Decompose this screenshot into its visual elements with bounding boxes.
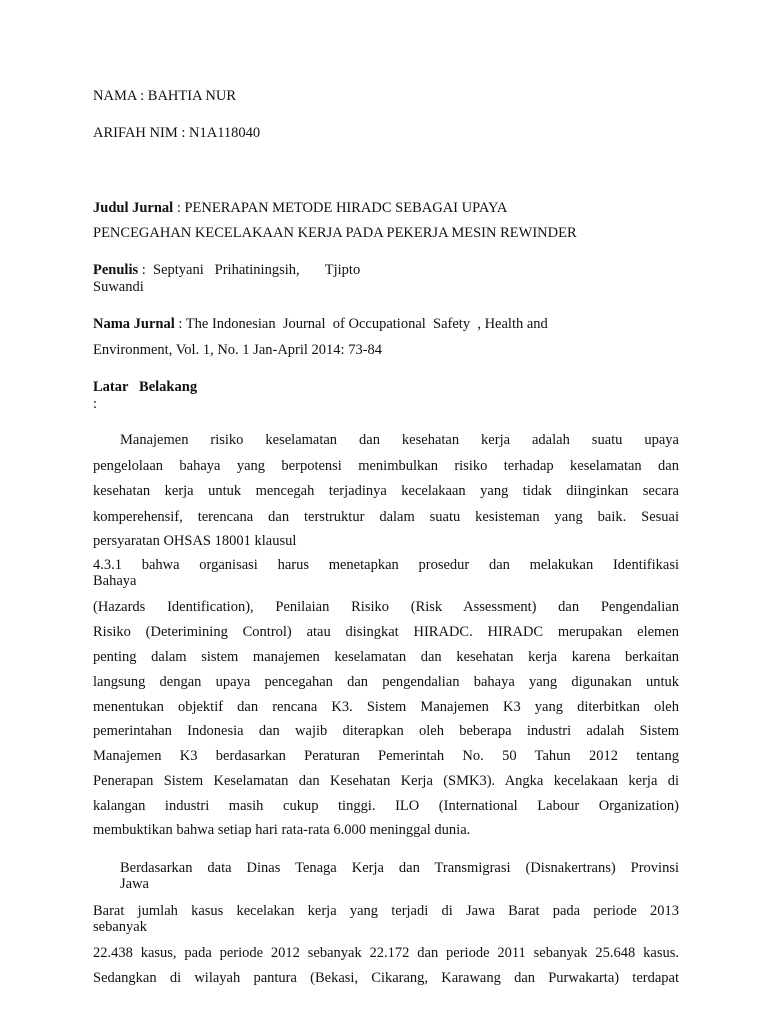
- paragraph-2-line: Berdasarkan data Dinas Tenaga Kerja dan Transmigrasi (Disnakertrans) Provinsi: [120, 860, 679, 876]
- journal-title-line-2: PENCEGAHAN KECELAKAAN KERJA PADA PEKERJA MESIN REWINDER: [93, 225, 577, 241]
- author-line-2: Suwandi: [93, 279, 144, 295]
- author-text: : Septyani Prihatiningsih, Tjipto: [138, 262, 361, 278]
- paragraph-1-line: penting dalam sistem manajemen keselamatan dan kesehatan kerja karena berkaitan: [93, 649, 679, 665]
- paragraph-1-line: menentukan objektif dan rencana K3. Sistem Manajemen K3 yang diterbitkan oleh: [93, 699, 679, 715]
- paragraph-1-line: Bahaya: [93, 573, 137, 589]
- paragraph-1-line: (Hazards Identification), Penilaian Risiko (Risk Assessment) dan Pengendalian: [93, 599, 679, 615]
- paragraph-1-line: Manajemen risiko keselamatan dan kesehatan kerja adalah suatu upaya: [120, 432, 679, 448]
- paragraph-1-line: 4.3.1 bahwa organisasi harus menetapkan prosedur dan melakukan Identifikasi: [93, 557, 679, 573]
- paragraph-2-line: sebanyak: [93, 919, 147, 935]
- journal-title-label: Judul Jurnal: [93, 200, 174, 216]
- background-heading-label: Latar Belakang: [93, 379, 198, 395]
- paragraph-1-line: persyaratan OHSAS 18001 klausul: [93, 533, 297, 549]
- background-heading: [93, 379, 679, 396]
- paragraph-1-line: langsung dengan upaya pencegahan dan pengendalian bahaya yang digunakan untuk: [93, 674, 679, 690]
- author-line-1: [93, 262, 679, 279]
- paragraph-1-line: membuktikan bahwa setiap hari rata-rata 6.000 meninggal dunia.: [93, 822, 471, 838]
- paragraph-1-line: kesehatan kerja untuk mencegah terjadinya kecelakaan yang tidak diinginkan secara: [93, 483, 679, 499]
- paragraph-1-line: Penerapan Sistem Keselamatan dan Kesehatan Kerja (SMK3). Angka kecelakaan kerja di: [93, 773, 679, 789]
- background-heading-colon: :: [93, 396, 98, 412]
- student-name: NAMA : BAHTIA NUR: [93, 88, 236, 104]
- paragraph-2-line: Jawa: [120, 876, 149, 892]
- paragraph-1-line: pengelolaan bahaya yang berpotensi menimbulkan risiko terhadap keselamatan dan: [93, 458, 679, 474]
- paragraph-2-line: Barat jumlah kasus kecelakan kerja yang terjadi di Jawa Barat pada periode 2013: [93, 903, 679, 919]
- student-nim: ARIFAH NIM : N1A118040: [93, 125, 261, 141]
- author-label: Penulis: [93, 262, 139, 278]
- paragraph-1-line: kalangan industri masih cukup tinggi. ILO (International Labour Organization): [93, 798, 679, 814]
- paragraph-1-line: pemerintahan Indonesia dan wajib diterapkan oleh beberapa industri adalah Sistem: [93, 723, 679, 739]
- paragraph-1-line: Risiko (Deterimining Control) atau disingkat HIRADC. HIRADC merupakan elemen: [93, 624, 679, 640]
- journal-title-line-1: [93, 200, 679, 217]
- paragraph-2-line: 22.438 kasus, pada periode 2012 sebanyak 22.172 dan periode 2011 sebanyak 25.648 kasus.: [93, 945, 679, 961]
- journal-name-line-2: Environment, Vol. 1, No. 1 Jan-April 2014: 73-84: [93, 342, 383, 358]
- journal-name-text: : The Indonesian Journal of Occupational Safety , Health and: [174, 316, 548, 332]
- paragraph-1-line: Manajemen K3 berdasarkan Peraturan Pemerintah No. 50 Tahun 2012 tentang: [93, 748, 679, 764]
- journal-name-line-1: [93, 316, 679, 333]
- paragraph-1-line: komperehensif, terencana dan terstruktur dalam suatu kesisteman yang baik. Sesuai: [93, 509, 679, 525]
- journal-title-text: : PENERAPAN METODE HIRADC SEBAGAI UPAYA: [173, 200, 508, 216]
- paragraph-2-line: Sedangkan di wilayah pantura (Bekasi, Cikarang, Karawang dan Purwakarta) terdapat: [93, 970, 679, 986]
- journal-name-label: Nama Jurnal: [93, 316, 175, 332]
